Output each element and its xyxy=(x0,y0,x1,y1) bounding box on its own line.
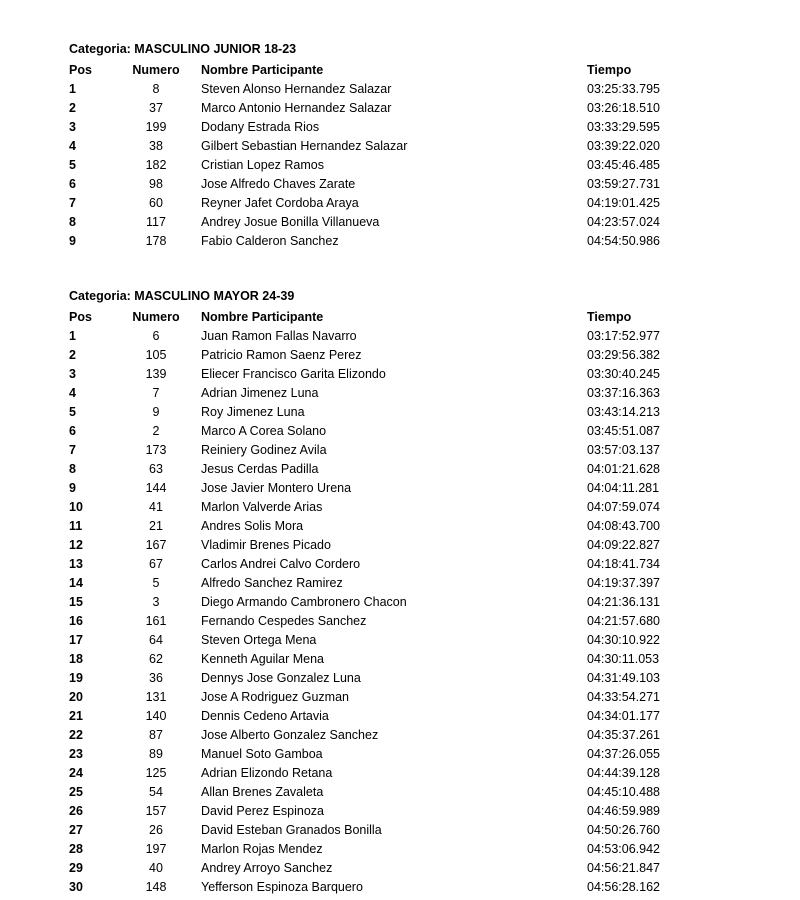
header-pos: Pos xyxy=(69,310,92,324)
cell-nombre: Reiniery Godinez Avila xyxy=(201,443,327,457)
cell-pos: 11 xyxy=(69,519,83,533)
cell-nombre: Marlon Rojas Mendez xyxy=(201,842,323,856)
cell-nombre: Jesus Cerdas Padilla xyxy=(201,462,319,476)
cell-numero: 62 xyxy=(149,652,163,666)
cell-nombre: Adrian Jimenez Luna xyxy=(201,386,319,400)
table-row xyxy=(0,650,800,669)
cell-numero: 37 xyxy=(149,101,163,115)
cell-tiempo: 04:45:10.488 xyxy=(587,785,660,799)
cell-pos: 9 xyxy=(69,234,76,248)
table-row xyxy=(0,403,800,422)
cell-nombre: Cristian Lopez Ramos xyxy=(201,158,324,172)
table-row xyxy=(0,593,800,612)
cell-nombre: Manuel Soto Gamboa xyxy=(201,747,323,761)
category-title: Categoria: MASCULINO MAYOR 24-39 xyxy=(69,289,295,303)
table-row xyxy=(0,669,800,688)
table-row xyxy=(0,840,800,859)
cell-tiempo: 04:19:01.425 xyxy=(587,196,660,210)
cell-numero: 105 xyxy=(145,348,167,362)
table-row xyxy=(0,80,800,99)
table-row xyxy=(0,612,800,631)
table-row xyxy=(0,213,800,232)
cell-numero: 199 xyxy=(145,120,167,134)
cell-numero: 87 xyxy=(149,728,163,742)
cell-pos: 6 xyxy=(69,177,76,191)
cell-tiempo: 03:37:16.363 xyxy=(587,386,660,400)
cell-tiempo: 03:57:03.137 xyxy=(587,443,660,457)
cell-tiempo: 04:53:06.942 xyxy=(587,842,660,856)
cell-numero: 6 xyxy=(152,329,160,343)
cell-tiempo: 04:54:50.986 xyxy=(587,234,660,248)
cell-nombre: Allan Brenes Zavaleta xyxy=(201,785,324,799)
table-row xyxy=(0,745,800,764)
cell-tiempo: 04:56:21.847 xyxy=(587,861,660,875)
table-row xyxy=(0,574,800,593)
cell-nombre: Jose Alberto Gonzalez Sanchez xyxy=(201,728,379,742)
table-row xyxy=(0,878,800,897)
cell-tiempo: 03:17:52.977 xyxy=(587,329,660,343)
cell-pos: 16 xyxy=(69,614,83,628)
cell-tiempo: 04:34:01.177 xyxy=(587,709,660,723)
cell-nombre: Marco Antonio Hernandez Salazar xyxy=(201,101,392,115)
cell-nombre: Jose A Rodriguez Guzman xyxy=(201,690,349,704)
cell-tiempo: 03:29:56.382 xyxy=(587,348,660,362)
table-row xyxy=(0,764,800,783)
cell-tiempo: 03:39:22.020 xyxy=(587,139,660,153)
table-row xyxy=(0,479,800,498)
cell-numero: 161 xyxy=(145,614,167,628)
cell-nombre: Andrey Arroyo Sanchez xyxy=(201,861,333,875)
category-title: Categoria: MASCULINO JUNIOR 18-23 xyxy=(69,42,297,56)
cell-nombre: Fabio Calderon Sanchez xyxy=(201,234,339,248)
table-row xyxy=(0,327,800,346)
cell-tiempo: 04:19:37.397 xyxy=(587,576,660,590)
cell-numero: 9 xyxy=(152,405,160,419)
cell-tiempo: 04:37:26.055 xyxy=(587,747,660,761)
cell-numero: 2 xyxy=(152,424,160,438)
cell-pos: 20 xyxy=(69,690,83,704)
cell-nombre: Eliecer Francisco Garita Elizondo xyxy=(201,367,386,381)
table-row xyxy=(0,859,800,878)
cell-tiempo: 03:59:27.731 xyxy=(587,177,660,191)
cell-pos: 8 xyxy=(69,462,76,476)
cell-tiempo: 04:21:57.680 xyxy=(587,614,660,628)
cell-numero: 21 xyxy=(149,519,163,533)
cell-numero: 41 xyxy=(149,500,163,514)
cell-pos: 13 xyxy=(69,557,83,571)
cell-nombre: Marlon Valverde Arias xyxy=(201,500,323,514)
cell-tiempo: 04:35:37.261 xyxy=(587,728,660,742)
cell-pos: 7 xyxy=(69,443,76,457)
cell-nombre: Steven Ortega Mena xyxy=(201,633,317,647)
table-row xyxy=(0,422,800,441)
table-row xyxy=(0,498,800,517)
cell-pos: 30 xyxy=(69,880,83,894)
cell-tiempo: 04:07:59.074 xyxy=(587,500,660,514)
cell-pos: 12 xyxy=(69,538,83,552)
cell-tiempo: 04:04:11.281 xyxy=(587,481,660,495)
cell-numero: 178 xyxy=(145,234,167,248)
cell-nombre: Diego Armando Cambronero Chacon xyxy=(201,595,407,609)
cell-tiempo: 04:30:11.053 xyxy=(587,652,660,666)
cell-nombre: Dennys Jose Gonzalez Luna xyxy=(201,671,361,685)
cell-pos: 3 xyxy=(69,120,76,134)
cell-numero: 167 xyxy=(145,538,167,552)
cell-tiempo: 04:44:39.128 xyxy=(587,766,660,780)
cell-tiempo: 03:25:33.795 xyxy=(587,82,660,96)
cell-numero: 7 xyxy=(152,386,160,400)
cell-pos: 4 xyxy=(69,386,76,400)
cell-nombre: Jose Javier Montero Urena xyxy=(201,481,352,495)
cell-pos: 26 xyxy=(69,804,83,818)
cell-numero: 26 xyxy=(149,823,163,837)
cell-nombre: Andrey Josue Bonilla Villanueva xyxy=(201,215,380,229)
cell-pos: 29 xyxy=(69,861,83,875)
cell-numero: 40 xyxy=(149,861,163,875)
cell-nombre: Marco A Corea Solano xyxy=(201,424,327,438)
cell-numero: 117 xyxy=(146,215,166,229)
cell-tiempo: 04:01:21.628 xyxy=(587,462,660,476)
cell-tiempo: 04:46:59.989 xyxy=(587,804,660,818)
cell-pos: 25 xyxy=(69,785,83,799)
table-header xyxy=(0,308,800,327)
cell-pos: 18 xyxy=(69,652,83,666)
table-row xyxy=(0,517,800,536)
cell-nombre: Alfredo Sanchez Ramirez xyxy=(201,576,343,590)
cell-nombre: Fernando Cespedes Sanchez xyxy=(201,614,367,628)
cell-tiempo: 03:45:46.485 xyxy=(587,158,660,172)
header-tiempo: Tiempo xyxy=(587,310,632,324)
header-tiempo: Tiempo xyxy=(587,63,632,77)
table-row xyxy=(0,118,800,137)
cell-nombre: Kenneth Aguilar Mena xyxy=(201,652,325,666)
cell-numero: 89 xyxy=(149,747,163,761)
table-row xyxy=(0,232,800,251)
table-row xyxy=(0,802,800,821)
cell-pos: 3 xyxy=(69,367,76,381)
cell-numero: 148 xyxy=(145,880,167,894)
cell-nombre: Juan Ramon Fallas Navarro xyxy=(201,329,357,343)
table-row xyxy=(0,783,800,802)
cell-numero: 54 xyxy=(149,785,163,799)
table-header xyxy=(0,61,800,80)
cell-tiempo: 04:50:26.760 xyxy=(587,823,660,837)
cell-tiempo: 04:33:54.271 xyxy=(587,690,660,704)
cell-pos: 7 xyxy=(69,196,76,210)
cell-pos: 27 xyxy=(69,823,83,837)
cell-numero: 67 xyxy=(149,557,163,571)
cell-numero: 125 xyxy=(145,766,167,780)
cell-numero: 157 xyxy=(145,804,167,818)
cell-pos: 5 xyxy=(69,158,76,172)
cell-nombre: Andres Solis Mora xyxy=(201,519,304,533)
cell-pos: 8 xyxy=(69,215,76,229)
cell-numero: 98 xyxy=(149,177,163,191)
cell-pos: 10 xyxy=(69,500,83,514)
cell-pos: 24 xyxy=(69,766,83,780)
cell-tiempo: 04:08:43.700 xyxy=(587,519,660,533)
table-row xyxy=(0,688,800,707)
cell-numero: 38 xyxy=(149,139,163,153)
header-nombre: Nombre Participante xyxy=(201,63,324,77)
cell-nombre: Adrian Elizondo Retana xyxy=(201,766,333,780)
cell-numero: 139 xyxy=(145,367,167,381)
cell-nombre: Gilbert Sebastian Hernandez Salazar xyxy=(201,139,408,153)
cell-nombre: Steven Alonso Hernandez Salazar xyxy=(201,82,392,96)
cell-pos: 5 xyxy=(69,405,76,419)
cell-numero: 144 xyxy=(145,481,167,495)
header-nombre: Nombre Participante xyxy=(201,310,324,324)
cell-tiempo: 03:33:29.595 xyxy=(587,120,660,134)
cell-tiempo: 04:30:10.922 xyxy=(587,633,660,647)
cell-nombre: David Perez Espinoza xyxy=(201,804,324,818)
cell-tiempo: 03:43:14.213 xyxy=(587,405,660,419)
table-row xyxy=(0,365,800,384)
cell-tiempo: 04:31:49.103 xyxy=(587,671,660,685)
cell-tiempo: 03:45:51.087 xyxy=(587,424,660,438)
cell-tiempo: 03:30:40.245 xyxy=(587,367,660,381)
cell-nombre: Dodany Estrada Rios xyxy=(201,120,320,134)
table-row xyxy=(0,156,800,175)
cell-nombre: Dennis Cedeno Artavia xyxy=(201,709,329,723)
cell-pos: 4 xyxy=(69,139,76,153)
cell-numero: 197 xyxy=(145,842,167,856)
cell-tiempo: 04:56:28.162 xyxy=(587,880,660,894)
cell-numero: 36 xyxy=(149,671,163,685)
table-row xyxy=(0,99,800,118)
cell-numero: 182 xyxy=(145,158,167,172)
table-row xyxy=(0,194,800,213)
table-row xyxy=(0,137,800,156)
cell-tiempo: 03:26:18.510 xyxy=(587,101,660,115)
table-row xyxy=(0,441,800,460)
cell-pos: 1 xyxy=(69,82,76,96)
header-pos: Pos xyxy=(69,63,92,77)
cell-nombre: Vladimir Brenes Picado xyxy=(201,538,331,552)
table-row xyxy=(0,460,800,479)
cell-numero: 63 xyxy=(149,462,163,476)
cell-tiempo: 04:23:57.024 xyxy=(587,215,660,229)
cell-pos: 17 xyxy=(69,633,83,647)
cell-pos: 2 xyxy=(69,348,76,362)
table-row xyxy=(0,384,800,403)
table-row xyxy=(0,536,800,555)
cell-pos: 21 xyxy=(69,709,83,723)
cell-nombre: Roy Jimenez Luna xyxy=(201,405,305,419)
table-row xyxy=(0,631,800,650)
cell-pos: 15 xyxy=(69,595,83,609)
cell-numero: 140 xyxy=(145,709,167,723)
cell-pos: 2 xyxy=(69,101,76,115)
table-row xyxy=(0,346,800,365)
cell-pos: 28 xyxy=(69,842,83,856)
cell-pos: 14 xyxy=(69,576,83,590)
cell-nombre: David Esteban Granados Bonilla xyxy=(201,823,382,837)
table-row xyxy=(0,555,800,574)
table-row xyxy=(0,707,800,726)
table-row xyxy=(0,726,800,745)
cell-numero: 131 xyxy=(145,690,167,704)
cell-pos: 6 xyxy=(69,424,76,438)
table-row xyxy=(0,175,800,194)
cell-nombre: Carlos Andrei Calvo Cordero xyxy=(201,557,361,571)
cell-numero: 60 xyxy=(149,196,163,210)
cell-pos: 19 xyxy=(69,671,83,685)
cell-tiempo: 04:09:22.827 xyxy=(587,538,660,552)
cell-tiempo: 04:21:36.131 xyxy=(587,595,660,609)
cell-numero: 8 xyxy=(152,82,160,96)
cell-nombre: Reyner Jafet Cordoba Araya xyxy=(201,196,359,210)
header-numero: Numero xyxy=(132,310,180,324)
cell-nombre: Patricio Ramon Saenz Perez xyxy=(201,348,362,362)
cell-tiempo: 04:18:41.734 xyxy=(587,557,660,571)
cell-pos: 22 xyxy=(69,728,83,742)
cell-numero: 3 xyxy=(152,595,160,609)
header-numero: Numero xyxy=(132,63,180,77)
cell-nombre: Jose Alfredo Chaves Zarate xyxy=(201,177,356,191)
table-row xyxy=(0,821,800,840)
cell-numero: 64 xyxy=(149,633,163,647)
cell-pos: 1 xyxy=(69,329,76,343)
cell-pos: 23 xyxy=(69,747,83,761)
cell-numero: 173 xyxy=(145,443,167,457)
cell-pos: 9 xyxy=(69,481,76,495)
cell-numero: 5 xyxy=(152,576,160,590)
cell-nombre: Yefferson Espinoza Barquero xyxy=(201,880,363,894)
